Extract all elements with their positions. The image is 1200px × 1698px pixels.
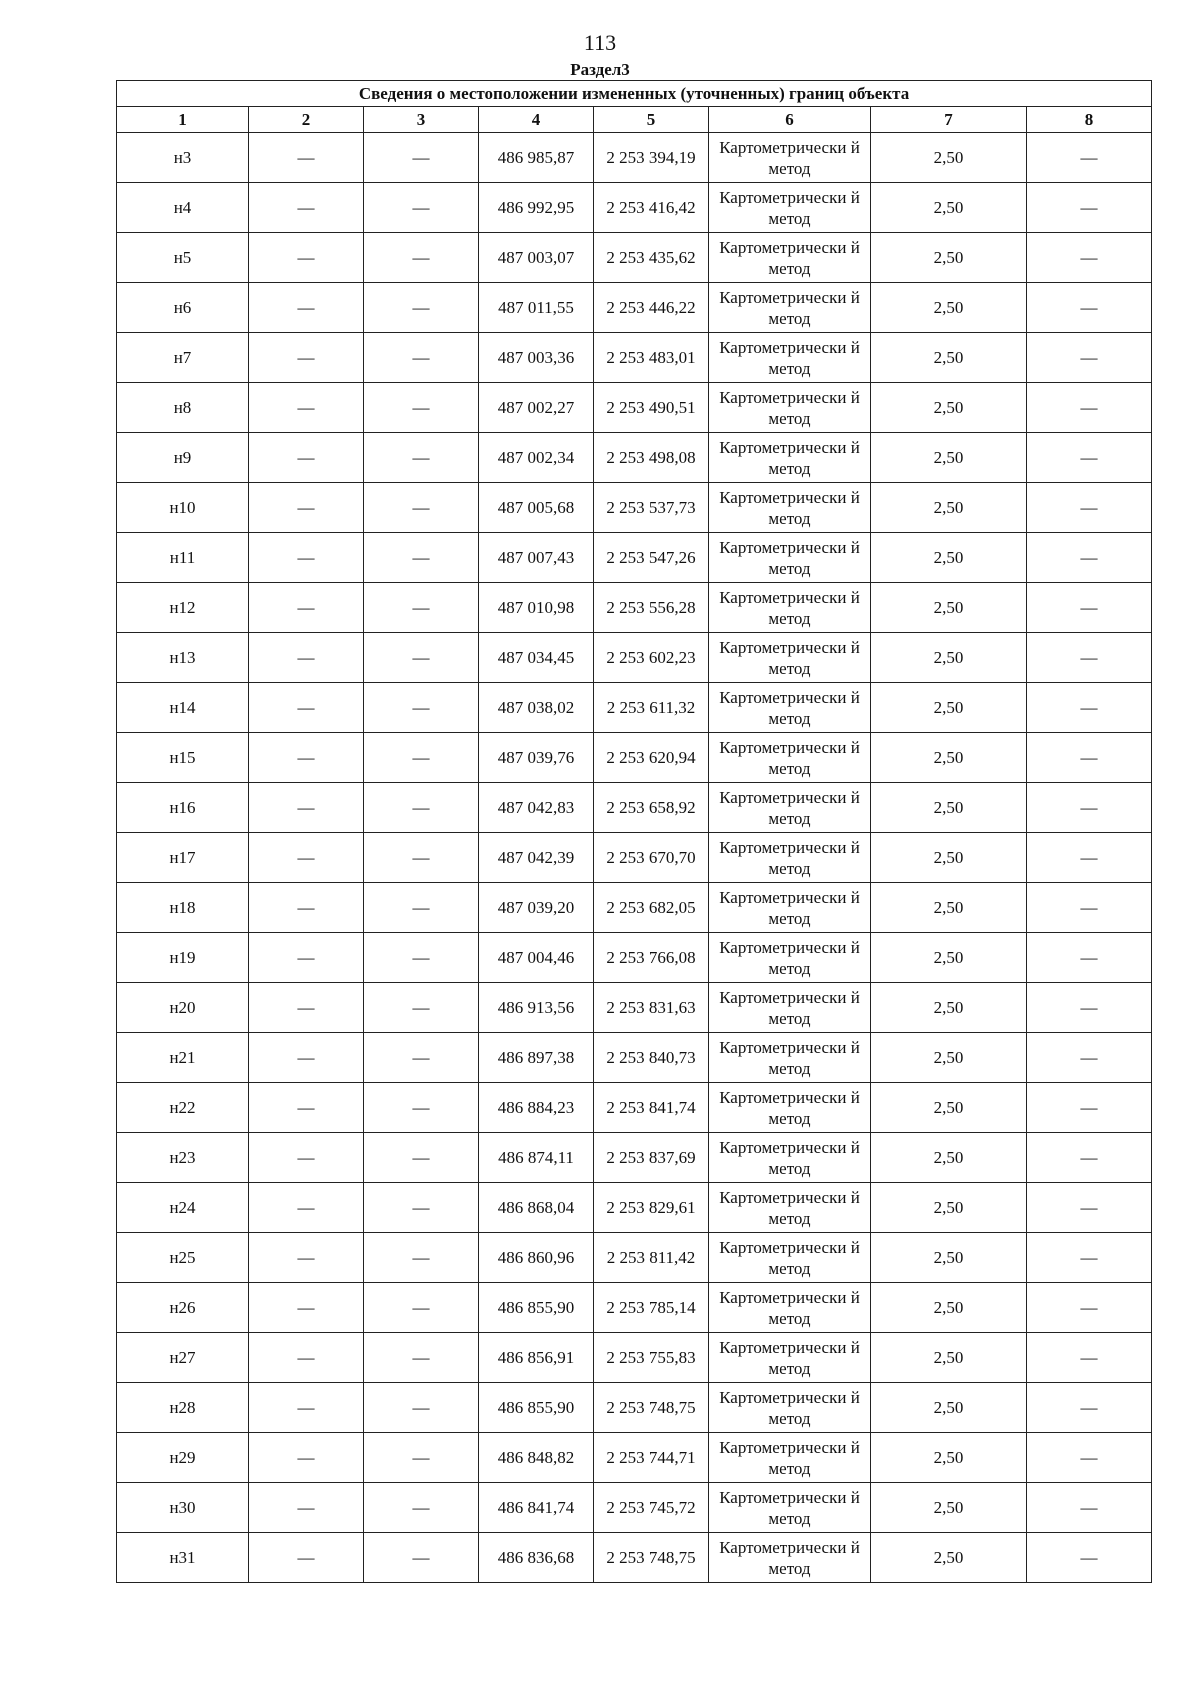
empty-dash-cell: — bbox=[249, 683, 364, 733]
y-coordinate-cell: 2 253 658,92 bbox=[594, 783, 709, 833]
y-coordinate-cell: 2 253 483,01 bbox=[594, 333, 709, 383]
empty-dash-cell: — bbox=[249, 233, 364, 283]
table-row bbox=[117, 1333, 1152, 1383]
x-coordinate-cell: 487 005,68 bbox=[479, 483, 594, 533]
column-number: 6 bbox=[709, 107, 871, 133]
accuracy-cell: 2,50 bbox=[871, 1183, 1027, 1233]
empty-dash-cell: — bbox=[364, 633, 479, 683]
x-coordinate-cell: 486 874,11 bbox=[479, 1133, 594, 1183]
y-coordinate-cell: 2 253 766,08 bbox=[594, 933, 709, 983]
x-coordinate-cell: 486 855,90 bbox=[479, 1383, 594, 1433]
empty-dash-cell: — bbox=[1027, 1133, 1152, 1183]
method-cell: Картометрически й метод bbox=[709, 1283, 871, 1333]
empty-dash-cell: — bbox=[249, 283, 364, 333]
method-cell: Картометрически й метод bbox=[709, 183, 871, 233]
empty-dash-cell: — bbox=[1027, 1233, 1152, 1283]
accuracy-cell: 2,50 bbox=[871, 633, 1027, 683]
empty-dash-cell: — bbox=[1027, 583, 1152, 633]
method-cell: Картометрически й метод bbox=[709, 333, 871, 383]
x-coordinate-cell: 486 848,82 bbox=[479, 1433, 594, 1483]
empty-dash-cell: — bbox=[249, 733, 364, 783]
empty-dash-cell: — bbox=[364, 333, 479, 383]
empty-dash-cell: — bbox=[249, 1483, 364, 1533]
point-number-cell: н12 bbox=[117, 583, 249, 633]
empty-dash-cell: — bbox=[364, 733, 479, 783]
accuracy-cell: 2,50 bbox=[871, 1333, 1027, 1383]
accuracy-cell: 2,50 bbox=[871, 733, 1027, 783]
y-coordinate-cell: 2 253 755,83 bbox=[594, 1333, 709, 1383]
empty-dash-cell: — bbox=[364, 783, 479, 833]
table-row bbox=[117, 233, 1152, 283]
empty-dash-cell: — bbox=[1027, 483, 1152, 533]
table-row bbox=[117, 983, 1152, 1033]
y-coordinate-cell: 2 253 490,51 bbox=[594, 383, 709, 433]
method-cell: Картометрически й метод bbox=[709, 283, 871, 333]
empty-dash-cell: — bbox=[1027, 683, 1152, 733]
y-coordinate-cell: 2 253 547,26 bbox=[594, 533, 709, 583]
empty-dash-cell: — bbox=[1027, 1533, 1152, 1583]
table-row bbox=[117, 333, 1152, 383]
y-coordinate-cell: 2 253 670,70 bbox=[594, 833, 709, 883]
table-row bbox=[117, 283, 1152, 333]
accuracy-cell: 2,50 bbox=[871, 483, 1027, 533]
column-number: 7 bbox=[871, 107, 1027, 133]
point-number-cell: н3 bbox=[117, 133, 249, 183]
y-coordinate-cell: 2 253 831,63 bbox=[594, 983, 709, 1033]
point-number-cell: н13 bbox=[117, 633, 249, 683]
accuracy-cell: 2,50 bbox=[871, 1283, 1027, 1333]
x-coordinate-cell: 486 855,90 bbox=[479, 1283, 594, 1333]
method-cell: Картометрически й метод bbox=[709, 233, 871, 283]
point-number-cell: н24 bbox=[117, 1183, 249, 1233]
x-coordinate-cell: 487 011,55 bbox=[479, 283, 594, 333]
table-caption-row bbox=[117, 81, 1152, 107]
table-row bbox=[117, 783, 1152, 833]
point-number-cell: н9 bbox=[117, 433, 249, 483]
empty-dash-cell: — bbox=[249, 1533, 364, 1583]
table-row bbox=[117, 733, 1152, 783]
column-number-row bbox=[117, 107, 1152, 133]
empty-dash-cell: — bbox=[364, 1533, 479, 1583]
point-number-cell: н29 bbox=[117, 1433, 249, 1483]
column-number: 8 bbox=[1027, 107, 1152, 133]
empty-dash-cell: — bbox=[249, 433, 364, 483]
method-cell: Картометрически й метод bbox=[709, 1033, 871, 1083]
empty-dash-cell: — bbox=[1027, 983, 1152, 1033]
table-row bbox=[117, 933, 1152, 983]
accuracy-cell: 2,50 bbox=[871, 533, 1027, 583]
method-cell: Картометрически й метод bbox=[709, 1383, 871, 1433]
table-row bbox=[117, 183, 1152, 233]
empty-dash-cell: — bbox=[249, 933, 364, 983]
table-row bbox=[117, 633, 1152, 683]
y-coordinate-cell: 2 253 841,74 bbox=[594, 1083, 709, 1133]
empty-dash-cell: — bbox=[249, 833, 364, 883]
y-coordinate-cell: 2 253 602,23 bbox=[594, 633, 709, 683]
method-cell: Картометрически й метод bbox=[709, 433, 871, 483]
method-cell: Картометрически й метод bbox=[709, 1483, 871, 1533]
point-number-cell: н8 bbox=[117, 383, 249, 433]
table-row bbox=[117, 883, 1152, 933]
x-coordinate-cell: 487 002,27 bbox=[479, 383, 594, 433]
table-row bbox=[117, 833, 1152, 883]
accuracy-cell: 2,50 bbox=[871, 1533, 1027, 1583]
point-number-cell: н6 bbox=[117, 283, 249, 333]
y-coordinate-cell: 2 253 748,75 bbox=[594, 1533, 709, 1583]
x-coordinate-cell: 487 010,98 bbox=[479, 583, 594, 633]
empty-dash-cell: — bbox=[249, 133, 364, 183]
x-coordinate-cell: 486 856,91 bbox=[479, 1333, 594, 1383]
x-coordinate-cell: 486 884,23 bbox=[479, 1083, 594, 1133]
empty-dash-cell: — bbox=[249, 883, 364, 933]
method-cell: Картометрически й метод bbox=[709, 933, 871, 983]
empty-dash-cell: — bbox=[1027, 1333, 1152, 1383]
accuracy-cell: 2,50 bbox=[871, 583, 1027, 633]
method-cell: Картометрически й метод bbox=[709, 1133, 871, 1183]
table-row bbox=[117, 133, 1152, 183]
point-number-cell: н10 bbox=[117, 483, 249, 533]
method-cell: Картометрически й метод bbox=[709, 1533, 871, 1583]
x-coordinate-cell: 486 868,04 bbox=[479, 1183, 594, 1233]
point-number-cell: н16 bbox=[117, 783, 249, 833]
table-row bbox=[117, 583, 1152, 633]
x-coordinate-cell: 486 860,96 bbox=[479, 1233, 594, 1283]
x-coordinate-cell: 487 042,39 bbox=[479, 833, 594, 883]
empty-dash-cell: — bbox=[364, 1183, 479, 1233]
table-row bbox=[117, 683, 1152, 733]
empty-dash-cell: — bbox=[364, 1033, 479, 1083]
empty-dash-cell: — bbox=[364, 883, 479, 933]
method-cell: Картометрически й метод bbox=[709, 883, 871, 933]
empty-dash-cell: — bbox=[1027, 183, 1152, 233]
table-row bbox=[117, 383, 1152, 433]
point-number-cell: н14 bbox=[117, 683, 249, 733]
point-number-cell: н27 bbox=[117, 1333, 249, 1383]
point-number-cell: н4 bbox=[117, 183, 249, 233]
method-cell: Картометрически й метод bbox=[709, 783, 871, 833]
method-cell: Картометрически й метод bbox=[709, 683, 871, 733]
method-cell: Картометрически й метод bbox=[709, 533, 871, 583]
table-row bbox=[117, 1133, 1152, 1183]
column-number: 4 bbox=[479, 107, 594, 133]
x-coordinate-cell: 486 841,74 bbox=[479, 1483, 594, 1533]
point-number-cell: н28 bbox=[117, 1383, 249, 1433]
x-coordinate-cell: 486 985,87 bbox=[479, 133, 594, 183]
y-coordinate-cell: 2 253 394,19 bbox=[594, 133, 709, 183]
point-number-cell: н21 bbox=[117, 1033, 249, 1083]
empty-dash-cell: — bbox=[1027, 883, 1152, 933]
x-coordinate-cell: 486 992,95 bbox=[479, 183, 594, 233]
method-cell: Картометрически й метод bbox=[709, 383, 871, 433]
x-coordinate-cell: 487 042,83 bbox=[479, 783, 594, 833]
empty-dash-cell: — bbox=[364, 533, 479, 583]
point-number-cell: н17 bbox=[117, 833, 249, 883]
method-cell: Картометрически й метод bbox=[709, 833, 871, 883]
empty-dash-cell: — bbox=[249, 1183, 364, 1233]
accuracy-cell: 2,50 bbox=[871, 1383, 1027, 1433]
method-cell: Картометрически й метод bbox=[709, 1333, 871, 1383]
empty-dash-cell: — bbox=[364, 983, 479, 1033]
empty-dash-cell: — bbox=[1027, 933, 1152, 983]
accuracy-cell: 2,50 bbox=[871, 1433, 1027, 1483]
y-coordinate-cell: 2 253 620,94 bbox=[594, 733, 709, 783]
y-coordinate-cell: 2 253 416,42 bbox=[594, 183, 709, 233]
table-row bbox=[117, 1183, 1152, 1233]
x-coordinate-cell: 486 913,56 bbox=[479, 983, 594, 1033]
empty-dash-cell: — bbox=[249, 333, 364, 383]
empty-dash-cell: — bbox=[249, 483, 364, 533]
point-number-cell: н20 bbox=[117, 983, 249, 1033]
empty-dash-cell: — bbox=[364, 1233, 479, 1283]
point-number-cell: н30 bbox=[117, 1483, 249, 1533]
empty-dash-cell: — bbox=[364, 833, 479, 883]
accuracy-cell: 2,50 bbox=[871, 783, 1027, 833]
point-number-cell: н15 bbox=[117, 733, 249, 783]
empty-dash-cell: — bbox=[364, 233, 479, 283]
empty-dash-cell: — bbox=[249, 1083, 364, 1133]
empty-dash-cell: — bbox=[249, 1383, 364, 1433]
x-coordinate-cell: 487 039,20 bbox=[479, 883, 594, 933]
empty-dash-cell: — bbox=[249, 1033, 364, 1083]
empty-dash-cell: — bbox=[249, 633, 364, 683]
empty-dash-cell: — bbox=[364, 1383, 479, 1433]
empty-dash-cell: — bbox=[1027, 133, 1152, 183]
empty-dash-cell: — bbox=[249, 183, 364, 233]
empty-dash-cell: — bbox=[1027, 733, 1152, 783]
table-row bbox=[117, 483, 1152, 533]
empty-dash-cell: — bbox=[364, 1433, 479, 1483]
empty-dash-cell: — bbox=[249, 583, 364, 633]
accuracy-cell: 2,50 bbox=[871, 133, 1027, 183]
accuracy-cell: 2,50 bbox=[871, 1483, 1027, 1533]
point-number-cell: н19 bbox=[117, 933, 249, 983]
empty-dash-cell: — bbox=[1027, 633, 1152, 683]
point-number-cell: н22 bbox=[117, 1083, 249, 1133]
column-number: 1 bbox=[117, 107, 249, 133]
x-coordinate-cell: 487 004,46 bbox=[479, 933, 594, 983]
table-row bbox=[117, 533, 1152, 583]
column-number: 2 bbox=[249, 107, 364, 133]
method-cell: Картометрически й метод bbox=[709, 733, 871, 783]
accuracy-cell: 2,50 bbox=[871, 383, 1027, 433]
empty-dash-cell: — bbox=[1027, 783, 1152, 833]
table-body bbox=[117, 133, 1152, 1583]
accuracy-cell: 2,50 bbox=[871, 933, 1027, 983]
point-number-cell: н11 bbox=[117, 533, 249, 583]
empty-dash-cell: — bbox=[1027, 1483, 1152, 1533]
x-coordinate-cell: 487 003,07 bbox=[479, 233, 594, 283]
y-coordinate-cell: 2 253 537,73 bbox=[594, 483, 709, 533]
y-coordinate-cell: 2 253 744,71 bbox=[594, 1433, 709, 1483]
table-row bbox=[117, 1033, 1152, 1083]
empty-dash-cell: — bbox=[249, 783, 364, 833]
x-coordinate-cell: 486 836,68 bbox=[479, 1533, 594, 1583]
method-cell: Картометрически й метод bbox=[709, 633, 871, 683]
empty-dash-cell: — bbox=[364, 1083, 479, 1133]
y-coordinate-cell: 2 253 837,69 bbox=[594, 1133, 709, 1183]
empty-dash-cell: — bbox=[1027, 1383, 1152, 1433]
table-row bbox=[117, 433, 1152, 483]
empty-dash-cell: — bbox=[364, 1283, 479, 1333]
accuracy-cell: 2,50 bbox=[871, 833, 1027, 883]
empty-dash-cell: — bbox=[364, 283, 479, 333]
x-coordinate-cell: 487 039,76 bbox=[479, 733, 594, 783]
method-cell: Картометрически й метод bbox=[709, 583, 871, 633]
page-number: 113 bbox=[583, 30, 617, 55]
empty-dash-cell: — bbox=[249, 1283, 364, 1333]
x-coordinate-cell: 487 007,43 bbox=[479, 533, 594, 583]
coordinates-table bbox=[116, 80, 1152, 1583]
accuracy-cell: 2,50 bbox=[871, 883, 1027, 933]
empty-dash-cell: — bbox=[1027, 433, 1152, 483]
column-number: 3 bbox=[364, 107, 479, 133]
point-number-cell: н18 bbox=[117, 883, 249, 933]
empty-dash-cell: — bbox=[364, 1483, 479, 1533]
table-row bbox=[117, 1433, 1152, 1483]
accuracy-cell: 2,50 bbox=[871, 1033, 1027, 1083]
table-row bbox=[117, 1233, 1152, 1283]
empty-dash-cell: — bbox=[364, 1133, 479, 1183]
accuracy-cell: 2,50 bbox=[871, 683, 1027, 733]
empty-dash-cell: — bbox=[1027, 333, 1152, 383]
empty-dash-cell: — bbox=[249, 1433, 364, 1483]
table-row bbox=[117, 1283, 1152, 1333]
accuracy-cell: 2,50 bbox=[871, 183, 1027, 233]
empty-dash-cell: — bbox=[1027, 1033, 1152, 1083]
empty-dash-cell: — bbox=[1027, 283, 1152, 333]
empty-dash-cell: — bbox=[364, 133, 479, 183]
accuracy-cell: 2,50 bbox=[871, 333, 1027, 383]
x-coordinate-cell: 486 897,38 bbox=[479, 1033, 594, 1083]
empty-dash-cell: — bbox=[364, 383, 479, 433]
y-coordinate-cell: 2 253 811,42 bbox=[594, 1233, 709, 1283]
method-cell: Картометрически й метод bbox=[709, 483, 871, 533]
accuracy-cell: 2,50 bbox=[871, 433, 1027, 483]
accuracy-cell: 2,50 bbox=[871, 983, 1027, 1033]
method-cell: Картометрически й метод bbox=[709, 1433, 871, 1483]
y-coordinate-cell: 2 253 446,22 bbox=[594, 283, 709, 333]
empty-dash-cell: — bbox=[249, 383, 364, 433]
y-coordinate-cell: 2 253 611,32 bbox=[594, 683, 709, 733]
x-coordinate-cell: 487 038,02 bbox=[479, 683, 594, 733]
table-row bbox=[117, 1383, 1152, 1433]
accuracy-cell: 2,50 bbox=[871, 283, 1027, 333]
point-number-cell: н25 bbox=[117, 1233, 249, 1283]
empty-dash-cell: — bbox=[249, 1333, 364, 1383]
empty-dash-cell: — bbox=[364, 683, 479, 733]
empty-dash-cell: — bbox=[1027, 533, 1152, 583]
empty-dash-cell: — bbox=[364, 433, 479, 483]
x-coordinate-cell: 487 003,36 bbox=[479, 333, 594, 383]
empty-dash-cell: — bbox=[249, 1233, 364, 1283]
x-coordinate-cell: 487 002,34 bbox=[479, 433, 594, 483]
y-coordinate-cell: 2 253 745,72 bbox=[594, 1483, 709, 1533]
accuracy-cell: 2,50 bbox=[871, 1083, 1027, 1133]
point-number-cell: н7 bbox=[117, 333, 249, 383]
empty-dash-cell: — bbox=[1027, 1433, 1152, 1483]
point-number-cell: н5 bbox=[117, 233, 249, 283]
y-coordinate-cell: 2 253 682,05 bbox=[594, 883, 709, 933]
empty-dash-cell: — bbox=[1027, 833, 1152, 883]
accuracy-cell: 2,50 bbox=[871, 233, 1027, 283]
table-row bbox=[117, 1483, 1152, 1533]
y-coordinate-cell: 2 253 785,14 bbox=[594, 1283, 709, 1333]
empty-dash-cell: — bbox=[1027, 383, 1152, 433]
x-coordinate-cell: 487 034,45 bbox=[479, 633, 594, 683]
empty-dash-cell: — bbox=[1027, 1283, 1152, 1333]
y-coordinate-cell: 2 253 829,61 bbox=[594, 1183, 709, 1233]
table-caption: Сведения о местоположении измененных (уточненных) границ объекта bbox=[117, 81, 1152, 107]
method-cell: Картометрически й метод bbox=[709, 1183, 871, 1233]
method-cell: Картометрически й метод bbox=[709, 133, 871, 183]
accuracy-cell: 2,50 bbox=[871, 1233, 1027, 1283]
point-number-cell: н31 bbox=[117, 1533, 249, 1583]
empty-dash-cell: — bbox=[364, 933, 479, 983]
method-cell: Картометрически й метод bbox=[709, 1083, 871, 1133]
y-coordinate-cell: 2 253 840,73 bbox=[594, 1033, 709, 1083]
empty-dash-cell: — bbox=[249, 983, 364, 1033]
y-coordinate-cell: 2 253 748,75 bbox=[594, 1383, 709, 1433]
point-number-cell: н26 bbox=[117, 1283, 249, 1333]
empty-dash-cell: — bbox=[1027, 233, 1152, 283]
empty-dash-cell: — bbox=[364, 483, 479, 533]
method-cell: Картометрически й метод bbox=[709, 1233, 871, 1283]
point-number-cell: н23 bbox=[117, 1133, 249, 1183]
empty-dash-cell: — bbox=[249, 1133, 364, 1183]
method-cell: Картометрически й метод bbox=[709, 983, 871, 1033]
column-number: 5 bbox=[594, 107, 709, 133]
y-coordinate-cell: 2 253 556,28 bbox=[594, 583, 709, 633]
y-coordinate-cell: 2 253 435,62 bbox=[594, 233, 709, 283]
section-title: Раздел3 bbox=[570, 60, 630, 79]
y-coordinate-cell: 2 253 498,08 bbox=[594, 433, 709, 483]
empty-dash-cell: — bbox=[249, 533, 364, 583]
table-row bbox=[117, 1533, 1152, 1583]
empty-dash-cell: — bbox=[364, 1333, 479, 1383]
accuracy-cell: 2,50 bbox=[871, 1133, 1027, 1183]
empty-dash-cell: — bbox=[1027, 1183, 1152, 1233]
empty-dash-cell: — bbox=[364, 583, 479, 633]
empty-dash-cell: — bbox=[364, 183, 479, 233]
empty-dash-cell: — bbox=[1027, 1083, 1152, 1133]
table-row bbox=[117, 1083, 1152, 1133]
